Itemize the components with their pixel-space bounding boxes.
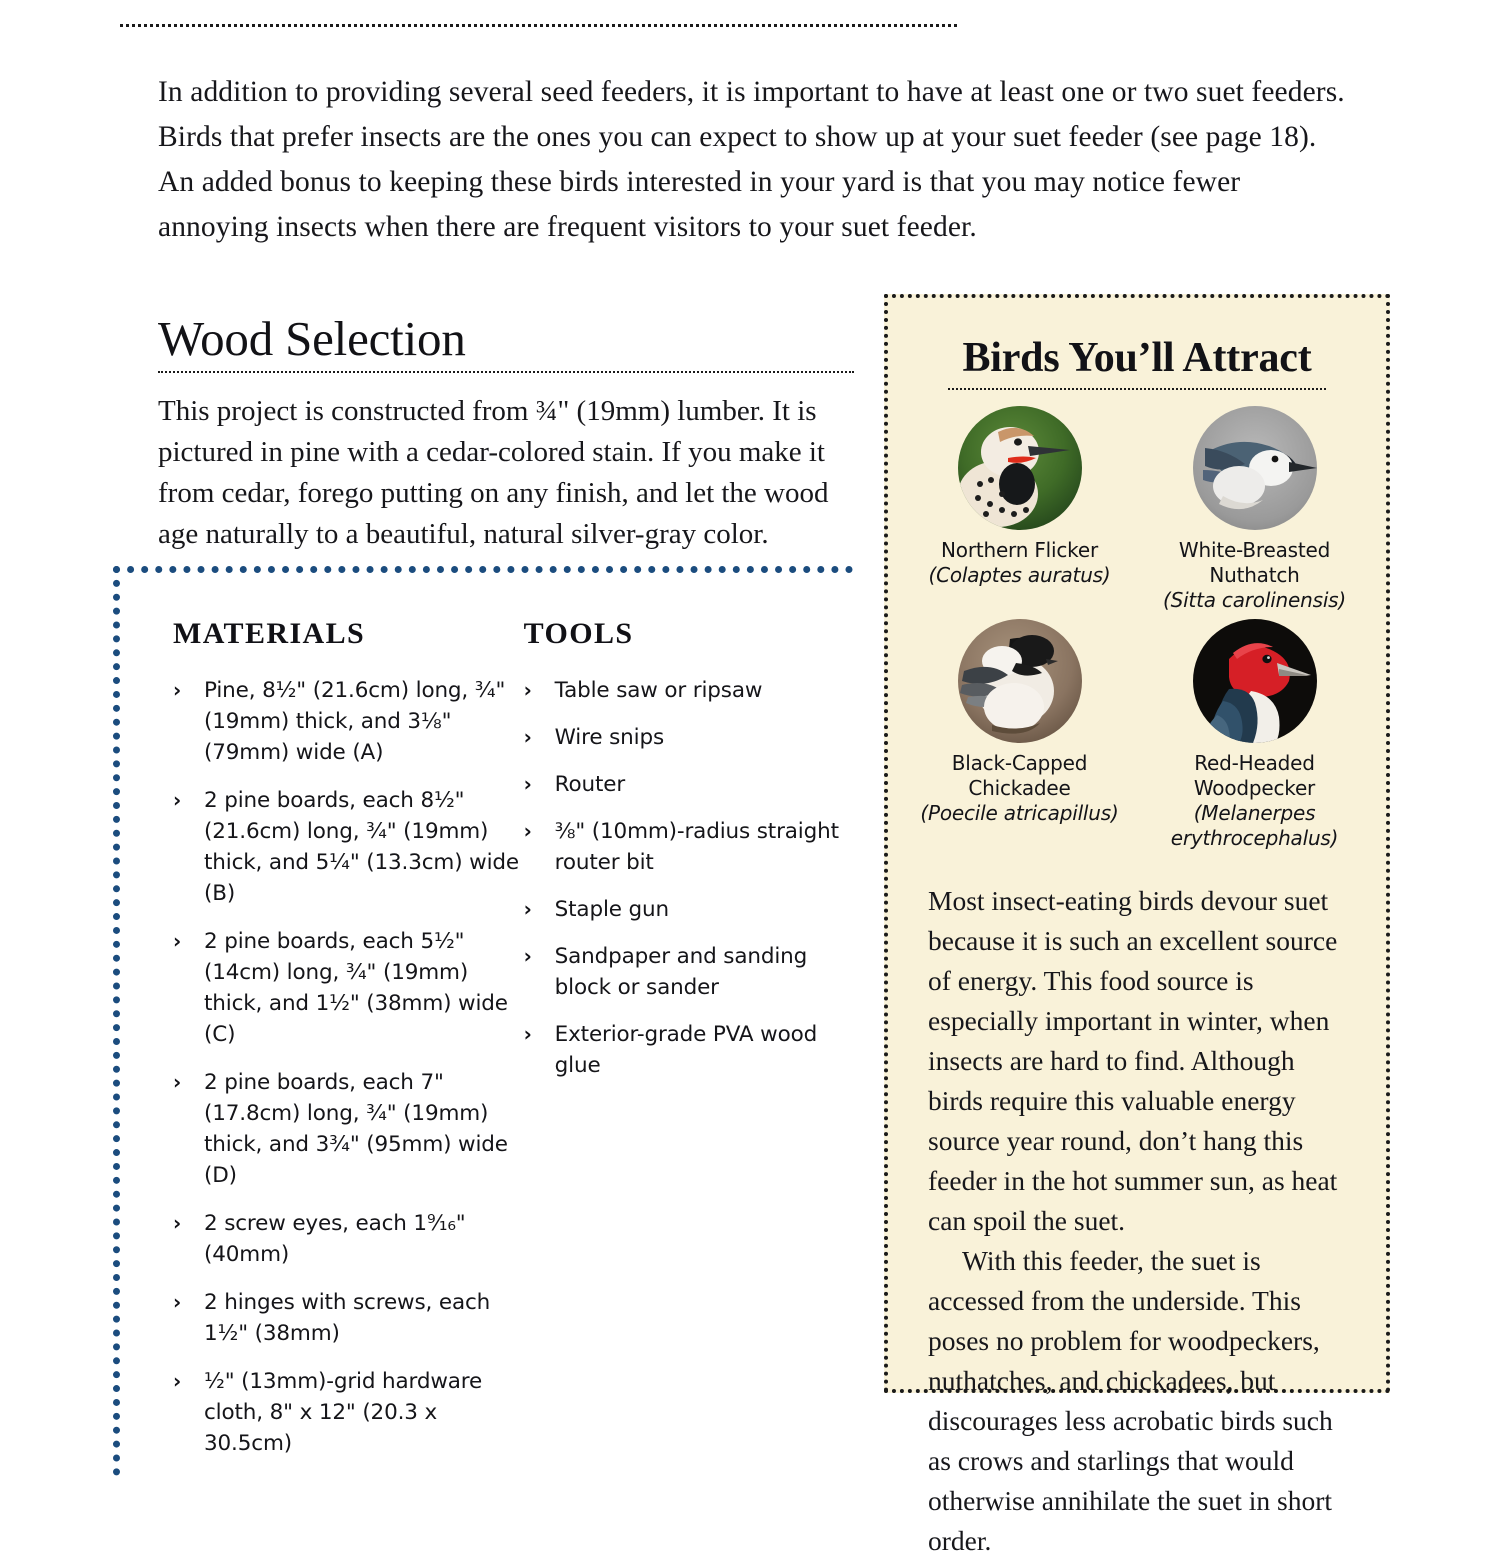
list-item-text: ⅜" (10mm)-radius straight router bit bbox=[554, 819, 839, 875]
wood-selection-title: Wood Selection bbox=[158, 311, 466, 366]
bird-card bbox=[1137, 619, 1372, 851]
wood-selection-body: This project is constructed from ¾" (19mm) lumber. It is pictured in pine with a cedar-colored stain. If you make it from cedar, forego putting on any finish, and let the wood age naturally to a beautiful, natural silver-gray color. bbox=[158, 395, 829, 550]
bird-name: Northern Flicker bbox=[941, 538, 1098, 562]
chevron-right-icon: › bbox=[523, 944, 532, 968]
list-item-text: Sandpaper and sanding block or sander bbox=[554, 944, 808, 1000]
bird-scientific-name: (Poecile atricapillus) bbox=[920, 801, 1119, 825]
bird-card bbox=[1137, 406, 1372, 613]
bird-card bbox=[902, 619, 1137, 851]
bird-name: Black-Capped Chickadee bbox=[951, 751, 1088, 800]
chevron-right-icon: › bbox=[173, 1290, 182, 1314]
materials-column bbox=[173, 617, 524, 1476]
chevron-right-icon: › bbox=[523, 678, 532, 702]
red-headed-woodpecker-photo bbox=[1193, 619, 1317, 743]
list-item bbox=[524, 1019, 853, 1081]
chevron-right-icon: › bbox=[523, 725, 532, 749]
intro-paragraph: In addition to providing several seed feeders, it is important to have at least one or two suet feeders. Birds that prefer insects are the ones you can expect to show up at your suet feeder (see page 18). An added bonus to keeping these birds interested in your yard is that you may notice fewer annoying insects when there are frequent visitors to your suet feeder. bbox=[158, 76, 1345, 243]
bird-card bbox=[902, 406, 1137, 613]
black-capped-chickadee-photo bbox=[958, 619, 1082, 743]
list-item-text: ½" (13mm)-grid hardware cloth, 8" x 12" (20.3 x 30.5cm) bbox=[204, 1369, 483, 1456]
list-item-text: Router bbox=[554, 772, 626, 797]
sidebar-title-rule bbox=[948, 388, 1326, 390]
list-item bbox=[173, 926, 524, 1050]
birds-sidebar bbox=[884, 294, 1390, 1556]
list-item-text: 2 pine boards, each 5½" (14cm) long, ¾" (19mm) thick, and 1½" (38mm) wide (C) bbox=[204, 929, 508, 1047]
list-item bbox=[524, 675, 853, 706]
list-item bbox=[173, 1366, 524, 1459]
materials-list bbox=[173, 675, 524, 1459]
wood-selection-title-rule bbox=[158, 371, 854, 373]
list-item bbox=[524, 941, 853, 1003]
tools-column bbox=[524, 617, 853, 1476]
list-item bbox=[173, 785, 524, 909]
list-item bbox=[524, 894, 853, 925]
sidebar-title: Birds You’ll Attract bbox=[962, 335, 1312, 381]
list-item bbox=[524, 816, 853, 878]
materials-tools-box bbox=[113, 566, 853, 1476]
chevron-right-icon: › bbox=[173, 1211, 182, 1235]
chevron-right-icon: › bbox=[523, 1022, 532, 1046]
bird-name: Red-Headed Woodpecker bbox=[1193, 751, 1316, 800]
tools-list bbox=[524, 675, 853, 1081]
list-item-text: 2 hinges with screws, each 1½" (38mm) bbox=[204, 1290, 491, 1346]
list-item-text: Table saw or ripsaw bbox=[554, 678, 763, 703]
wood-selection-section bbox=[158, 310, 858, 555]
chevron-right-icon: › bbox=[173, 788, 182, 812]
list-item-text: 2 screw eyes, each 1⁹⁄₁₆" (40mm) bbox=[204, 1211, 466, 1267]
list-item bbox=[524, 722, 853, 753]
chevron-right-icon: › bbox=[173, 678, 182, 702]
bird-scientific-name: (Melanerpes erythrocephalus) bbox=[1170, 801, 1339, 850]
chevron-right-icon: › bbox=[523, 772, 532, 796]
bird-scientific-name: (Colaptes auratus) bbox=[928, 563, 1111, 587]
list-item-text: Pine, 8½" (21.6cm) long, ¾" (19mm) thick, and 3⅛" (79mm) wide (A) bbox=[204, 678, 506, 765]
list-item-text: Wire snips bbox=[554, 725, 664, 750]
page-top-rule bbox=[120, 24, 957, 27]
list-item bbox=[173, 1287, 524, 1349]
list-item bbox=[173, 675, 524, 768]
chevron-right-icon: › bbox=[523, 897, 532, 921]
list-item bbox=[173, 1067, 524, 1191]
chevron-right-icon: › bbox=[173, 1369, 182, 1393]
bird-name: White-Breasted Nuthatch bbox=[1178, 538, 1331, 587]
materials-heading: MATERIALS bbox=[173, 617, 366, 650]
sidebar-paragraph-1: Most insect-eating birds devour suet because it is such an excellent source of energy. This food source is especially important in winter, when insects are hard to find. Although birds require this valuable energy source year round, don’t hang this feeder in the hot summer sun, as heat can spoil the suet. bbox=[928, 885, 1338, 1236]
list-item bbox=[524, 769, 853, 800]
chevron-right-icon: › bbox=[173, 1070, 182, 1094]
sidebar-paragraph-2: With this feeder, the suet is accessed from the underside. This poses no problem for woodpeckers, nuthatches, and chickadees, but discourages less acrobatic birds such as crows and starlings that would otherwise annihilate the suet in short order. bbox=[928, 1245, 1333, 1556]
chevron-right-icon: › bbox=[523, 819, 532, 843]
list-item-text: 2 pine boards, each 7" (17.8cm) long, ¾" (19mm) thick, and 3¾" (95mm) wide (D) bbox=[204, 1070, 508, 1188]
tools-heading: TOOLS bbox=[523, 617, 634, 650]
sidebar-body bbox=[888, 857, 1386, 1561]
list-item bbox=[173, 1208, 524, 1270]
bird-grid bbox=[888, 406, 1386, 857]
bird-scientific-name: (Sitta carolinensis) bbox=[1162, 588, 1347, 612]
white-breasted-nuthatch-photo bbox=[1193, 406, 1317, 530]
list-item-text: Exterior-grade PVA wood glue bbox=[554, 1022, 818, 1078]
list-item-text: Staple gun bbox=[554, 897, 669, 922]
northern-flicker-photo bbox=[958, 406, 1082, 530]
chevron-right-icon: › bbox=[173, 929, 182, 953]
list-item-text: 2 pine boards, each 8½" (21.6cm) long, ¾" (19mm) thick, and 5¼" (13.3cm) wide (B) bbox=[204, 788, 519, 906]
